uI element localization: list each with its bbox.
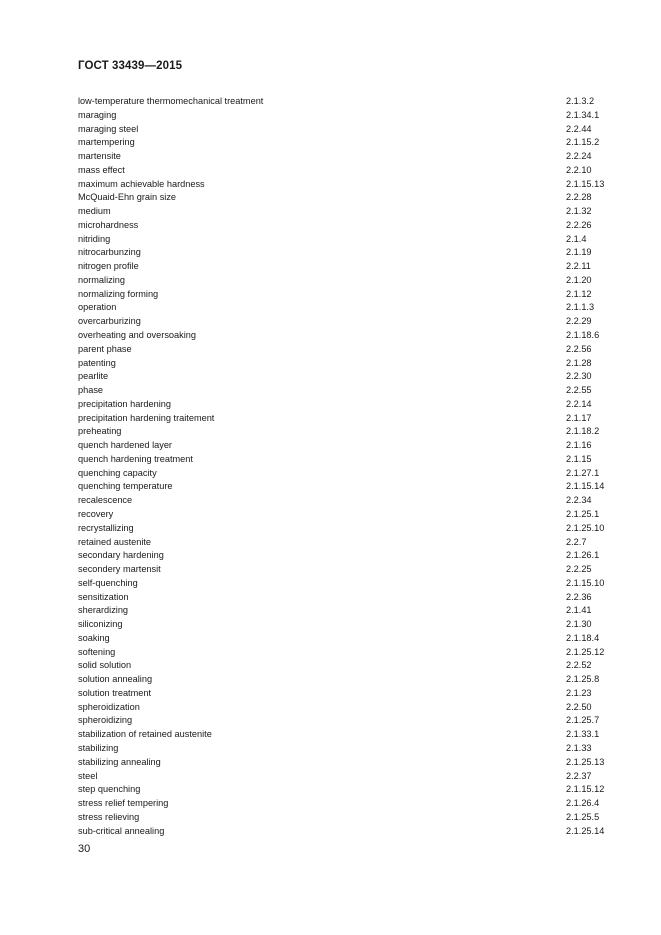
- index-term: patenting: [78, 357, 116, 368]
- index-term: nitrocarbunzing: [78, 247, 141, 258]
- index-entry: [78, 370, 618, 384]
- index-reference: 2.1.20: [566, 274, 592, 285]
- index-entry: [78, 178, 618, 192]
- index-reference: 2.1.25.7: [566, 715, 600, 726]
- index-reference: 2.2.11: [566, 261, 591, 272]
- index-reference: 2.2.28: [566, 192, 592, 203]
- index-entry: [78, 109, 618, 123]
- index-term: step quenching: [78, 784, 141, 795]
- index-term: quenching temperature: [78, 481, 173, 492]
- index-entry: [78, 797, 618, 811]
- index-entry: [78, 384, 618, 398]
- index-term: solution annealing: [78, 674, 153, 685]
- index-reference: 2.2.26: [566, 219, 592, 230]
- index-term: recrystallizing: [78, 522, 134, 533]
- index-term: sherardizing: [78, 605, 129, 616]
- index-entry: [78, 288, 618, 302]
- index-term: martensite: [78, 151, 121, 162]
- index-reference: 2.1.17: [566, 412, 592, 423]
- index-reference: 2.1.15.14: [566, 481, 605, 492]
- index-reference: 2.2.37: [566, 770, 592, 781]
- index-entry: [78, 343, 618, 357]
- index-reference: 2.1.26.1: [566, 550, 600, 561]
- index-entry: [78, 329, 618, 343]
- index-term: stabilizing: [78, 742, 119, 753]
- index-reference: 2.1.19: [566, 247, 592, 258]
- index-term: preheating: [78, 426, 122, 437]
- index-term: stress relieving: [78, 811, 140, 822]
- index-reference: 2.1.25.13: [566, 756, 605, 767]
- index-entry: [78, 577, 618, 591]
- index-term: spheroidization: [78, 701, 140, 712]
- index-term: pearlite: [78, 371, 109, 382]
- index-term: phase: [78, 385, 104, 396]
- index-term: quench hardened layer: [78, 440, 172, 451]
- index-reference: 2.1.15.12: [566, 784, 605, 795]
- index-term: operation: [78, 302, 117, 313]
- index-reference: 2.1.15.10: [566, 577, 605, 588]
- index-term: soaking: [78, 632, 110, 643]
- index-entry: [78, 425, 618, 439]
- index-entry: [78, 618, 618, 632]
- index-entry: [78, 646, 618, 660]
- index-term: secondery martensit: [78, 564, 161, 575]
- index-term: siliconizing: [78, 619, 123, 630]
- index-reference: 2.2.34: [566, 495, 592, 506]
- index-term: low-temperature thermomechanical treatment: [78, 96, 264, 106]
- index-entry: [78, 219, 618, 233]
- index-entry: [78, 659, 618, 673]
- index-term: martempering: [78, 137, 135, 148]
- index-term: medium: [78, 206, 111, 217]
- index-entry: [78, 274, 618, 288]
- index-reference: 2.1.25.5: [566, 811, 600, 822]
- index-term: maraging steel: [78, 123, 139, 134]
- index-reference: 2.2.56: [566, 343, 592, 354]
- index-reference: 2.1.41: [566, 605, 592, 616]
- index-reference: 2.1.25.8: [566, 674, 600, 685]
- index-term: microhardness: [78, 219, 139, 230]
- index-reference: 2.1.33.1: [566, 729, 600, 740]
- index-entry: [78, 563, 618, 577]
- index-entry: [78, 701, 618, 715]
- index-entry: [78, 123, 618, 137]
- index-reference: 2.1.18.2: [566, 426, 600, 437]
- index-entry: [78, 357, 618, 371]
- document-header: ГОСТ 33439—2015: [78, 60, 183, 72]
- index-entry: [78, 205, 618, 219]
- index-entry: [78, 770, 618, 784]
- index-term: McQuaid-Ehn grain size: [78, 192, 177, 203]
- index-reference: 2.1.3.2: [566, 96, 595, 106]
- index-reference: 2.1.30: [566, 619, 592, 630]
- index-reference: 2.1.26.4: [566, 798, 600, 809]
- index-term: overcarburizing: [78, 316, 141, 327]
- index-entry: [78, 673, 618, 687]
- index-term: overheating and oversoaking: [78, 330, 196, 341]
- index-reference: 2.1.25.14: [566, 825, 605, 836]
- index-reference: 2.1.32: [566, 206, 592, 217]
- index-reference: 2.1.28: [566, 357, 592, 368]
- index-entry: [78, 95, 618, 109]
- index-reference: 2.1.25.12: [566, 646, 605, 657]
- index-entry: [78, 687, 618, 701]
- index-reference: 2.1.18.6: [566, 330, 600, 341]
- page-number: 30: [78, 843, 91, 855]
- index-entry: [78, 398, 618, 412]
- index-term: steel: [78, 770, 98, 781]
- index-reference: 2.1.15.13: [566, 178, 605, 189]
- index-term: precipitation hardening traitement: [78, 412, 215, 423]
- index-term: normalizing forming: [78, 288, 159, 299]
- index-entry: [78, 150, 618, 164]
- index-entry: [78, 714, 618, 728]
- index-term: self-quenching: [78, 577, 138, 588]
- index-entry: [78, 301, 618, 315]
- index-reference: 2.2.44: [566, 123, 592, 134]
- index-term: stabilizing annealing: [78, 756, 161, 767]
- index-term: maraging: [78, 109, 117, 120]
- index-entry: [78, 191, 618, 205]
- index-reference: 2.1.1.3: [566, 302, 595, 313]
- index-reference: 2.2.7: [566, 536, 587, 547]
- index-term: quenching capacity: [78, 467, 157, 478]
- index-reference: 2.2.25: [566, 564, 592, 575]
- index-reference: 2.2.52: [566, 660, 592, 671]
- index-entry: [78, 494, 618, 508]
- index-reference: 2.1.27.1: [566, 467, 600, 478]
- index-reference: 2.1.34.1: [566, 109, 600, 120]
- index-entry: [78, 536, 618, 550]
- index-term: stabilization of retained austenite: [78, 729, 212, 740]
- index-term: maximum achievable hardness: [78, 178, 205, 189]
- index-entry: [78, 136, 618, 150]
- index-reference: 2.2.14: [566, 398, 592, 409]
- index-reference: 2.2.10: [566, 164, 592, 175]
- index-term: spheroidizing: [78, 715, 133, 726]
- index-entry: [78, 246, 618, 260]
- index-term: normalizing: [78, 274, 125, 285]
- index-entry: [78, 315, 618, 329]
- index-term: solid solution: [78, 660, 132, 671]
- index-term: quench hardening treatment: [78, 453, 193, 464]
- index-entry: [78, 260, 618, 274]
- index-term: precipitation hardening: [78, 398, 171, 409]
- index-entry: [78, 480, 618, 494]
- index-entry: [78, 439, 618, 453]
- index-reference: 2.1.16: [566, 440, 592, 451]
- index-entry: [78, 783, 618, 797]
- index-term: stress relief tempering: [78, 798, 169, 809]
- index-term: softening: [78, 646, 116, 657]
- index-entry: [78, 508, 618, 522]
- index-entry: [78, 412, 618, 426]
- index-reference: 2.1.15.2: [566, 137, 600, 148]
- index-term: retained austenite: [78, 536, 152, 547]
- index-entry: [78, 811, 618, 825]
- index-term: solution treatment: [78, 687, 152, 698]
- index-entry: [78, 233, 618, 247]
- index-term: sub-critical annealing: [78, 825, 165, 836]
- index-reference: 2.1.4: [566, 233, 587, 244]
- index-term: nitriding: [78, 233, 111, 244]
- index-reference: 2.2.55: [566, 385, 592, 396]
- index-entry: [78, 604, 618, 618]
- index-entry: [78, 467, 618, 481]
- index-entry: [78, 728, 618, 742]
- index-term: parent phase: [78, 343, 132, 354]
- index-reference: 2.1.23: [566, 687, 592, 698]
- index-term: recalescence: [78, 495, 133, 506]
- index-entry: [78, 522, 618, 536]
- index-reference: 2.2.50: [566, 701, 592, 712]
- index-term: mass effect: [78, 164, 125, 175]
- index-reference: 2.1.25.1: [566, 508, 600, 519]
- index-reference: 2.1.18.4: [566, 632, 600, 643]
- index-reference: 2.2.36: [566, 591, 592, 602]
- index-entry: [78, 756, 618, 770]
- term-index-list: [78, 95, 618, 838]
- index-entry: [78, 825, 618, 839]
- index-term: nitrogen profile: [78, 261, 139, 272]
- index-entry: [78, 453, 618, 467]
- index-reference: 2.1.12: [566, 288, 592, 299]
- index-reference: 2.1.33: [566, 742, 592, 753]
- index-reference: 2.1.25.10: [566, 522, 605, 533]
- index-term: sensitization: [78, 591, 129, 602]
- index-entry: [78, 164, 618, 178]
- index-entry: [78, 591, 618, 605]
- index-reference: 2.2.29: [566, 316, 592, 327]
- index-entry: [78, 549, 618, 563]
- index-entry: [78, 742, 618, 756]
- index-reference: 2.2.24: [566, 151, 592, 162]
- index-reference: 2.1.15: [566, 453, 592, 464]
- index-entry: [78, 632, 618, 646]
- index-reference: 2.2.30: [566, 371, 592, 382]
- index-term: secondary hardening: [78, 550, 164, 561]
- index-term: recovery: [78, 508, 114, 519]
